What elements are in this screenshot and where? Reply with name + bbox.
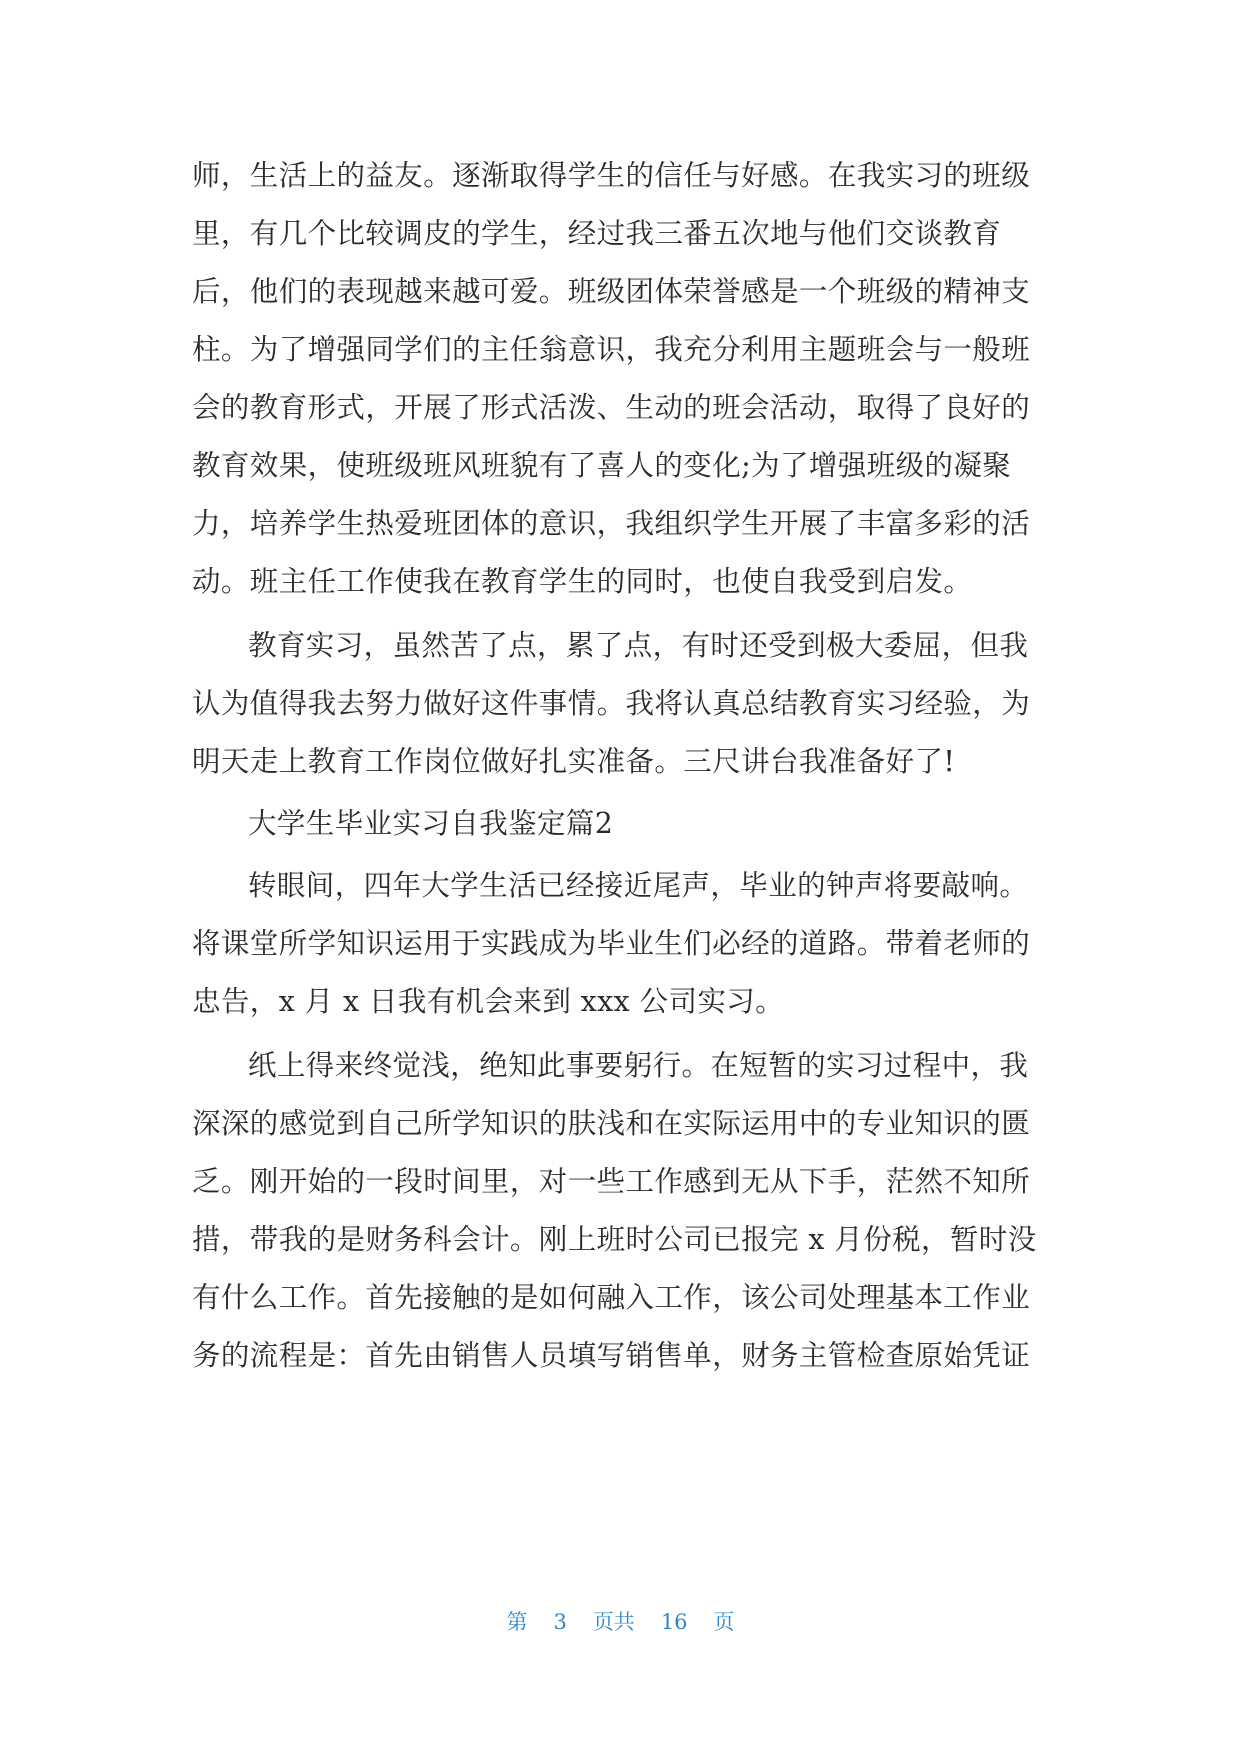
paragraph-first-line: 转眼间，四年大学生活已经接近尾声，毕业的钟声将要敲响。: [248, 869, 1029, 902]
footer-suffix: 页: [713, 1610, 735, 1634]
text-line: 认为值得我去努力做好这件事情。我将认真总结教育实习经验，为: [192, 687, 1031, 720]
paragraph-first-line: 纸上得来终觉浅，绝知此事要躬行。在短暂的实习过程中，我: [248, 1049, 1029, 1082]
page-footer: [0, 1606, 1241, 1636]
text-line: 措，带我的是财务科会计。刚上班时公司已报完 x 月份税，暂时没: [192, 1223, 1037, 1256]
text-line: 师，生活上的益友。逐渐取得学生的信任与好感。在我实习的班级: [192, 159, 1031, 192]
text-line: 会的教育形式，开展了形式活泼、生动的班会活动，取得了良好的: [192, 391, 1031, 424]
footer-prefix: 第: [506, 1610, 528, 1634]
section-heading: 大学生毕业实习自我鉴定篇2: [248, 807, 614, 840]
text-line: 教育效果，使班级班风班貌有了喜人的变化;为了增强班级的凝聚: [192, 449, 1012, 482]
text-line: 柱。为了增强同学们的主任翁意识，我充分利用主题班会与一般班: [192, 333, 1031, 366]
text-line: 里，有几个比较调皮的学生，经过我三番五次地与他们交谈教育: [192, 217, 1002, 250]
footer-page-number: 3: [553, 1610, 567, 1634]
text-line: 动。班主任工作使我在教育学生的同时，也使自我受到启发。: [192, 565, 973, 598]
text-line: 忠告，x 月 x 日我有机会来到 xxx 公司实习。: [192, 985, 785, 1018]
footer-middle: 页共: [592, 1610, 635, 1634]
text-line: 深深的感觉到自己所学知识的肤浅和在实际运用中的专业知识的匮: [192, 1107, 1031, 1140]
text-line: 力，培养学生热爱班团体的意识，我组织学生开展了丰富多彩的活: [192, 507, 1031, 540]
text-line: 明天走上教育工作岗位做好扎实准备。三尺讲台我准备好了!: [192, 745, 956, 778]
text-line: 将课堂所学知识运用于实践成为毕业生们必经的道路。带着老师的: [192, 927, 1031, 960]
text-line: 有什么工作。首先接触的是如何融入工作，该公司处理基本工作业: [192, 1281, 1031, 1314]
paragraph-first-line: 教育实习，虽然苦了点，累了点，有时还受到极大委屈，但我: [248, 629, 1029, 662]
text-line: 后，他们的表现越来越可爱。班级团体荣誉感是一个班级的精神支: [192, 275, 1031, 308]
footer-total-pages: 16: [660, 1610, 688, 1634]
text-line: 务的流程是：首先由销售人员填写销售单，财务主管检查原始凭证: [192, 1339, 1031, 1372]
text-line: 乏。刚开始的一段时间里，对一些工作感到无从下手，茫然不知所: [192, 1165, 1031, 1198]
